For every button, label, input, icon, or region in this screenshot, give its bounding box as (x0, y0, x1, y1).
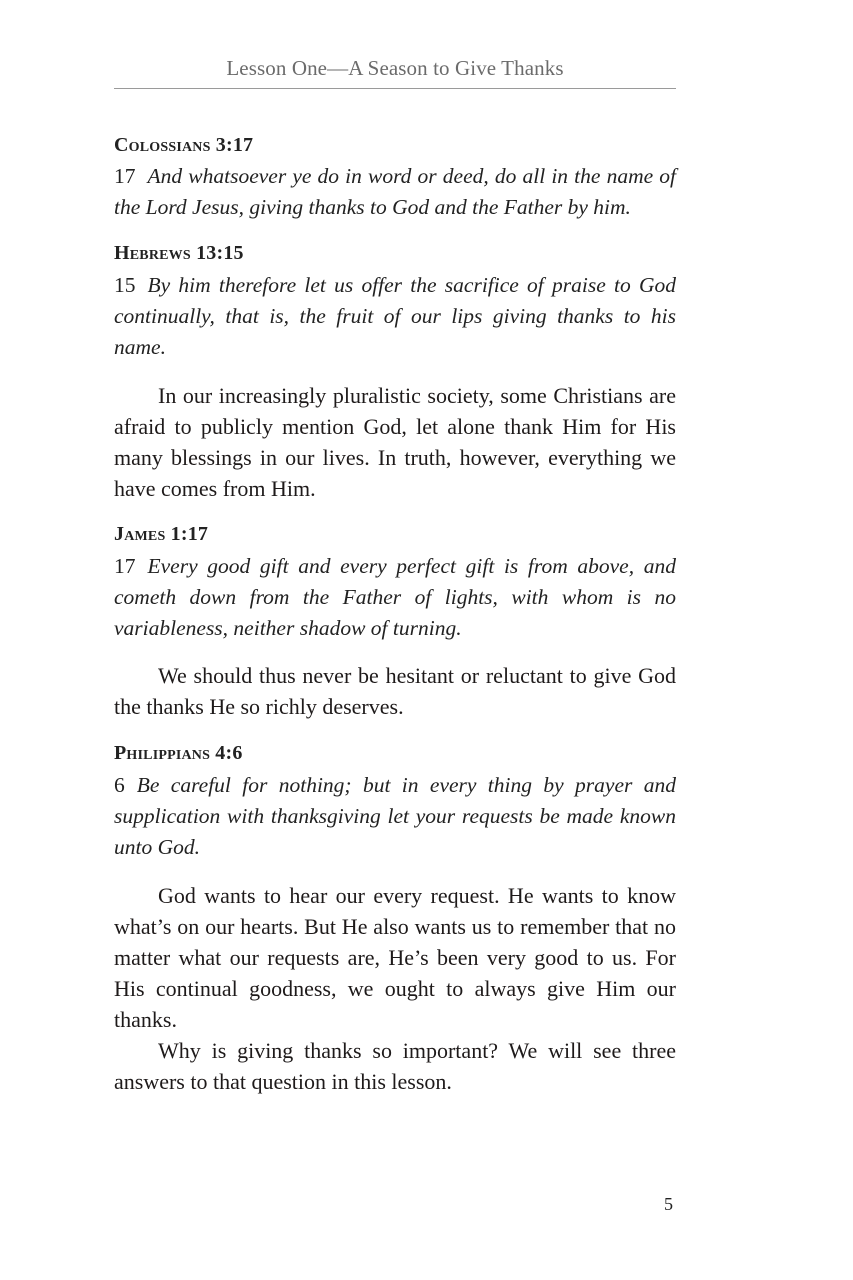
verse-text: And whatsoever ye do in word or deed, do all in the name of the Lord Jesus, giving thanks to God and the Father by him. (114, 164, 676, 219)
scripture-verse-hebrews (114, 270, 676, 363)
paragraph-text: Why is giving thanks so important? We will see three answers to that question in this lesson. (114, 1038, 676, 1094)
verse-text: Be careful for nothing; but in every thing by prayer and supplication with thanksgiving let your requests be made known unto God. (114, 773, 676, 859)
scripture-reference-colossians: Colossians 3:17 (114, 134, 254, 156)
verse-number: 6 (114, 773, 125, 797)
scripture-verse-james (114, 551, 676, 644)
scripture-verse-philippians (114, 770, 676, 863)
verse-number: 17 (114, 164, 136, 188)
body-paragraph-1 (114, 380, 676, 504)
scripture-verse-colossians (114, 161, 676, 223)
verse-number: 15 (114, 273, 136, 297)
paragraph-text: In our increasingly pluralistic society, some Christians are afraid to publicly mention God, let alone thank Him for His many blessings in our lives. In truth, however, everything we have comes from Him. (114, 383, 676, 501)
header-rule-divider (114, 88, 676, 89)
scripture-reference-hebrews: Hebrews 13:15 (114, 242, 244, 264)
paragraph-text: God wants to hear our every request. He wants to know what’s on our hearts. But He also wants us to remember that no matter what our requests are, He’s been very good to us. For His continual goodness, we ought to always give Him our thanks. (114, 883, 676, 1032)
scripture-reference-james: James 1:17 (114, 523, 209, 545)
running-header-title: Lesson One—A Season to Give Thanks (226, 56, 564, 80)
page-number: 5 (664, 1194, 673, 1214)
verse-number: 17 (114, 554, 136, 578)
scripture-reference-philippians: Philippians 4:6 (114, 742, 243, 764)
verse-text: By him therefore let us offer the sacrifice of praise to God continually, that is, the fruit of our lips giving thanks to his name. (114, 273, 676, 359)
body-paragraph-4 (114, 1035, 676, 1097)
body-paragraph-3 (114, 880, 676, 1035)
verse-text: Every good gift and every perfect gift is from above, and cometh down from the Father of lights, with whom is no variableness, neither shadow of turning. (114, 554, 676, 640)
paragraph-text: We should thus never be hesitant or reluctant to give God the thanks He so richly deserves. (114, 663, 676, 719)
body-paragraph-2 (114, 660, 676, 722)
